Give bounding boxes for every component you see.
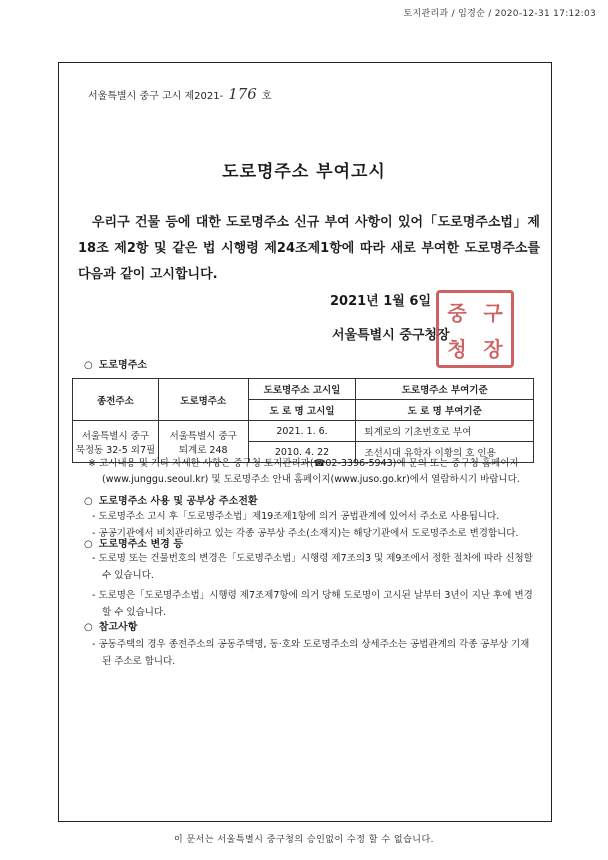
- page-title: 도로명주소 부여고시: [222, 162, 386, 182]
- list-item: - 도로명 또는 건물번호의 변경은「도로명주소법」시행령 제7조의3 및 제9조에서 정한 절차에 따라 신청할 수 있습니다.: [92, 553, 533, 581]
- header-basis: 도로명주소 부여기준: [356, 379, 534, 400]
- list-item: - 도로명주소 고시 후「도로명주소법」제19조제1항에 의거 공법관계에 있어서 주소로 사용됩니다.: [92, 511, 500, 522]
- section-title: 도로명주소 변경 등: [98, 539, 183, 550]
- contact-note-line1: ※ 고시내용 및 기타 자세한 사항은 중구청 토지관리과(☎02-3396-5943)에 문의 또는 중구청 홈페이지: [88, 458, 519, 469]
- header-old-address: 종전주소: [73, 379, 159, 421]
- section-reference: [84, 618, 137, 633]
- list-item: - 도로명은「도로명주소법」시행령 제7조제7항에 의거 당해 도로명이 고시된 날부터 3년이 지난 후에 변경할 수 있습니다.: [92, 590, 533, 618]
- header-road-notice-date: 도 로 명 고시일: [248, 400, 356, 421]
- section-reference-items: [92, 636, 534, 670]
- section-title: 참고사항: [98, 622, 138, 633]
- section-bullet: ○: [84, 360, 93, 371]
- header-notice-date: 도로명주소 고시일: [248, 379, 356, 400]
- old-address-line1: 서울특별시 중구: [81, 430, 150, 442]
- cell-road-basis: 조선시대 유학자 이황의 호 인용: [356, 442, 534, 463]
- notice-body-text: 우리구 건물 등에 대한 도로명주소 신규 부여 사항이 있어「도로명주소법」제18조 제2항 및 같은 법 시행령 제24조제1항에 따라 새로 부여한 도로명주소를 다음과 같이 고시합니다.: [78, 215, 540, 282]
- seal-char: 중: [447, 300, 467, 325]
- cell-road-notice-date: 2010. 4. 22: [248, 442, 356, 463]
- notice-prefix: 서울특별시 중구 고시 제2021-: [88, 90, 224, 102]
- road-address-line2: 퇴계로 248: [178, 444, 228, 456]
- list-item: - 공공기관에서 비치관리하고 있는 각종 공부상 주소(소재지)는 해당기관에서 도로명주소로 변경합니다.: [92, 528, 519, 539]
- road-address-line1: 서울특별시 중구: [169, 430, 237, 442]
- cell-notice-date: 2021. 1. 6.: [248, 421, 356, 442]
- cell-basis: 퇴계로의 기초번호로 부여: [356, 421, 534, 442]
- issuing-office: 서울특별시 중구청장: [332, 328, 450, 343]
- section-title: 도로명주소 사용 및 공부상 주소전환: [98, 496, 258, 507]
- section-bullet: ○: [84, 539, 93, 550]
- seal-char: 장: [483, 336, 503, 361]
- contact-note: [88, 456, 540, 488]
- section-address-change: [84, 535, 183, 550]
- footer-notice: 이 문서는 서울특별시 중구청의 승인없이 수정 할 수 없습니다.: [173, 835, 435, 845]
- section-address-use: [84, 492, 258, 507]
- notice-suffix: 호: [261, 90, 272, 102]
- old-address-line2: 묵정동 32-5 외7필: [75, 444, 156, 456]
- seal-char: 청: [447, 336, 467, 361]
- notice-date: 2021년 1월 6일: [330, 294, 431, 309]
- official-seal: [436, 290, 514, 368]
- section-title: 도로명주소: [98, 360, 148, 371]
- section-bullet: ○: [84, 496, 93, 507]
- address-table: [72, 378, 534, 463]
- section-bullet: ○: [84, 622, 93, 633]
- notice-number: [88, 85, 272, 103]
- notice-handwritten-number: 176: [228, 85, 257, 103]
- header-road-basis: 도 로 명 부여기준: [356, 400, 534, 421]
- section-address-change-items: [92, 550, 534, 621]
- list-item: - 공동주택의 경우 종전주소의 공동주택명, 동·호와 도로명주소의 상세주소는 공법관계의 각종 공부상 기재된 주소로 합니다.: [92, 639, 530, 667]
- seal-char: 구: [483, 300, 503, 325]
- print-stamp: 토지관리과 / 임경순 / 2020-12-31 17:12:03: [403, 9, 596, 19]
- notice-body: [78, 210, 540, 288]
- contact-note-line2: (www.junggu.seoul.kr) 및 도로명주소 안내 홈페이지(www.juso.go.kr)에서 열람하시기 바랍니다.: [102, 474, 520, 485]
- header-road-address: 도로명주소: [158, 379, 248, 421]
- section-road-address: [84, 356, 147, 371]
